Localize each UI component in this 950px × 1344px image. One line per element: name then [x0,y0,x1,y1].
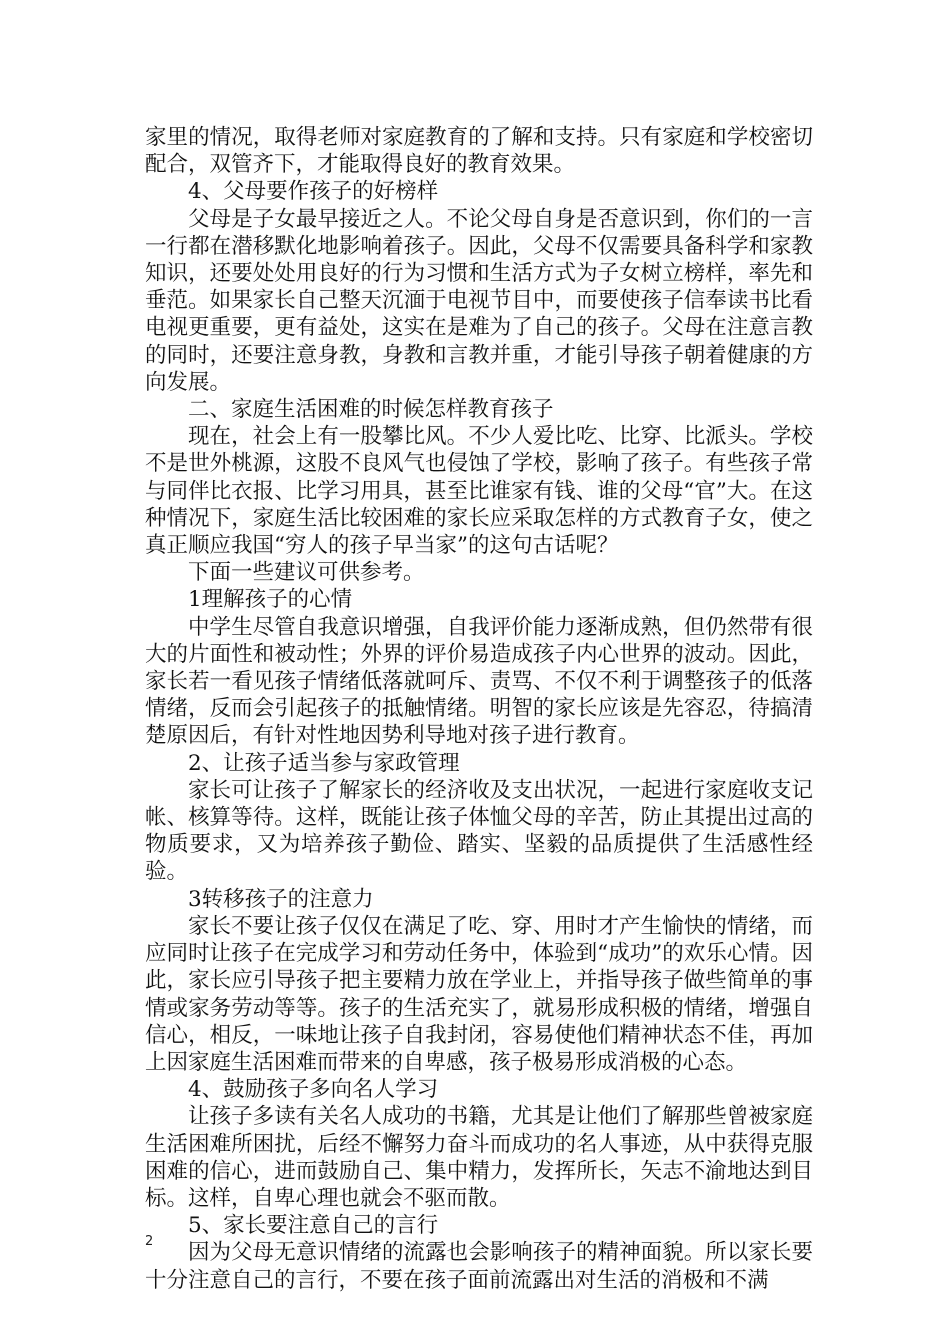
paragraph: 家里的情况，取得老师对家庭教育的了解和支持。只有家庭和学校密切配合，双管齐下，才能取得良好的教育效果。 [145,125,813,178]
paragraph: 因为父母无意识情绪的流露也会影响孩子的精神面貌。所以家长要十分注意自己的言行，不要在孩子面前流露出对生活的消极和不满 [145,1240,813,1293]
paragraph: 家长可让孩子了解家长的经济收及支出状况，一起进行家庭收支记帐、核算等待。这样，既能让孩子体恤父母的辛苦，防止其提出过高的物质要求，又为培养孩子勤俭、踏实、坚毅的品质提供了生活感性经验。 [145,777,813,885]
paragraph: 4、鼓励孩子多向名人学习 [188,1077,439,1103]
paragraph: 让孩子多读有关名人成功的书籍，尤其是让他们了解那些曾被家庭生活困难所困扰，后经不懈努力奋斗而成功的名人事迹，从中获得克服困难的信心，进而鼓励自己、集中精力，发挥所长，矢志不渝地达到目标。这样，自卑心理也就会不驱而散。 [145,1104,813,1211]
page-number: 2 [145,1234,154,1249]
paragraph: 父母是子女最早接近之人。不论父母自身是否意识到，你们的一言一行都在潜移默化地影响着孩子。因此，父母不仅需要具备科学和家教知识，还要处处用良好的行为习惯和生活方式为子女树立榜样，率先和垂范。如果家长自己整天沉湎于电视节目中，而要使孩子信奉读书比看电视更重要，更有益处，这实在是难为了自己的孩子。父母在注意言教的同时，还要注意身教，身教和言教并重，才能引导孩子朝着健康的方向发展。 [145,206,813,395]
paragraph: 下面一些建议可供参考。 [188,560,425,586]
paragraph: 现在，社会上有一股攀比风。不少人爱比吃、比穿、比派头。学校不是世外桃源，这股不良风气也侵蚀了学校，影响了孩子。有些孩子常与同伴比衣报、比学习用具，甚至比谁家有钱、谁的父母“官”大。在这种情况下，家庭生活比较困难的家长应采取怎样的方式教育子女，使之真正顺应我国“穷人的孩子早当家”的这句古话呢？ [145,424,813,559]
paragraph: 2、让孩子适当参与家政管理 [188,750,460,776]
paragraph: 5、家长要注意自己的言行 [188,1213,439,1239]
paragraph: 1理解孩子的心情 [188,587,353,613]
paragraph: 家长不要让孩子仅仅在满足了吃、穿、用时才产生愉快的情绪，而应同时让孩子在完成学习和劳动任务中，体验到“成功”的欢乐心情。因此，家长应引导孩子把主要精力放在学业上，并指导孩子做些简单的事情或家务劳动等等。孩子的生活充实了，就易形成积极的情绪，增强自信心，相反，一味地让孩子自我封闭，容易使他们精神状态不佳，再加上因家庭生活困难而带来的自卑感，孩子极易形成消极的心态。 [145,913,813,1075]
paragraph: 3转移孩子的注意力 [188,886,374,912]
paragraph: 4、父母要作孩子的好榜样 [188,179,439,205]
text-body [145,124,813,1294]
paragraph: 中学生尽管自我意识增强，自我评价能力逐渐成熟，但仍然带有很大的片面性和被动性；外界的评价易造成孩子内心世界的波动。因此，家长若一看见孩子情绪低落就呵斥、责骂、不仅不利于调整孩子的低落情绪，反而会引起孩子的抵触情绪。明智的家长应该是先容忍，待搞清楚原因后，有针对性地因势利导地对孩子进行教育。 [145,614,813,749]
paragraph: 二、家庭生活困难的时候怎样教育孩子 [188,397,554,423]
